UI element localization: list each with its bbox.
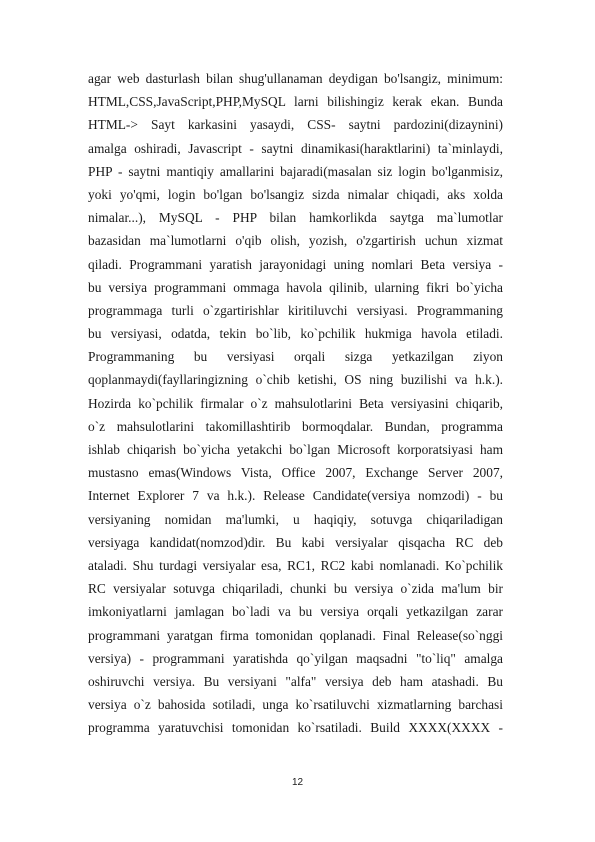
text-line: bazasidan ma`lumotlarni o'qib olish, yozish, o'zgartirish uchun xizmat	[88, 233, 503, 249]
text-line: versiya o`z bahosida sotiladi, unga ko`rsatiluvchi xizmatlarning barchasi	[88, 697, 503, 713]
text-line: ishlab chiqarish bo`yicha yetakchi bo`lgan Microsoft korporatsiyasi ham	[88, 442, 503, 457]
text-line: HTML-> Sayt karkasini yasaydi, CSS- saytni pardozini(dizaynini)	[88, 117, 503, 133]
text-line: versiya) - programmani yaratishda qo`yilgan maqsadni "to`liq" amalga	[88, 650, 503, 666]
text-line: nimalar...), MySQL - PHP bilan hamkorlikda saytga ma`lumotlar	[88, 210, 503, 226]
text-line: amalga oshiradi, Javascript - saytni dinamikasi(haraktlarini) ta`minlaydi,	[88, 140, 503, 156]
text-line: Programmaning bu versiyasi orqali sizga yetkazilgan ziyon	[88, 349, 503, 365]
text-line: versiyaga kandidat(nomzod)dir. Bu kabi versiyalar qisqacha RC deb	[88, 534, 503, 550]
text-line: programmaga turli o`zgartirishlar kiritiluvchi versiyasi. Programmaning	[88, 302, 503, 318]
text-line: Hozirda ko`pchilik firmalar o`z mahsulotlarini Beta versiyasini chiqarib,	[88, 395, 503, 411]
text-line: bu versiyasi, odatda, tekin bo`lib, ko`pchilik hukmiga havola etiladi.	[88, 326, 503, 342]
text-line: bu versiya programmani ommaga havola qilinib, ularning fikri bo`yicha	[88, 279, 503, 295]
text-line: programma yaratuvchisi tomonidan ko`rsatiladi. Build XXXX(XXXX -	[88, 720, 503, 736]
text-line: mustasno emas(Windows Vista, Office 2007, Exchange Server 2007,	[88, 465, 503, 481]
text-line: yoki yo'qmi, login bo'lgan bo'lsangiz sizda nimalar chiqadi, aks xolda	[88, 186, 503, 202]
body-paragraph	[88, 67, 503, 739]
text-line: ataladi. Shu turdagi versiyalar esa, RC1, RC2 kabi nomlanadi. Ko`pchilik	[88, 557, 503, 573]
text-line: versiyaning nomidan ma'lumki, u haqiqiy, sotuvga chiqariladigan	[88, 511, 503, 527]
text-line: imkoniyatlarni jamlagan bo`ladi va bu versiya orqali yetkazilgan zarar	[88, 604, 503, 620]
text-line: programmani yaratgan firma tomonidan qoplanadi. Final Release(so`nggi	[88, 627, 503, 643]
text-line: oshiruvchi versiya. Bu versiyani "alfa" versiya deb ham atashadi. Bu	[88, 673, 503, 689]
text-line: o`z mahsulotlarini takomillashtirib bormoqdalar. Bundan, programma	[88, 418, 503, 434]
text-line: HTML,CSS,JavaScript,PHP,MySQL larni bilishingiz kerak ekan. Bunda	[88, 94, 503, 110]
text-line: qiladi. Programmani yaratish jarayonidagi uning nomlari Beta versiya -	[88, 256, 503, 272]
text-line: qoplanmaydi(fayllaringizning o`chib ketishi, OS ning buzilishi va h.k.).	[88, 372, 503, 388]
page-number: 12	[291, 777, 304, 788]
text-line: Internet Explorer 7 va h.k.). Release Candidate(versiya nomzodi) - bu	[88, 488, 503, 504]
text-line: agar web dasturlash bilan shug'ullanaman deydigan bo'lsangiz, minimum:	[88, 71, 503, 86]
text-line: PHP - saytni mantiqiy amallarini bajaradi(masalan siz login bo'lganmisiz,	[88, 163, 503, 179]
text-line: RC versiyalar sotuvga chiqariladi, chunki bu versiya o`zida ma'lum bir	[88, 581, 503, 597]
